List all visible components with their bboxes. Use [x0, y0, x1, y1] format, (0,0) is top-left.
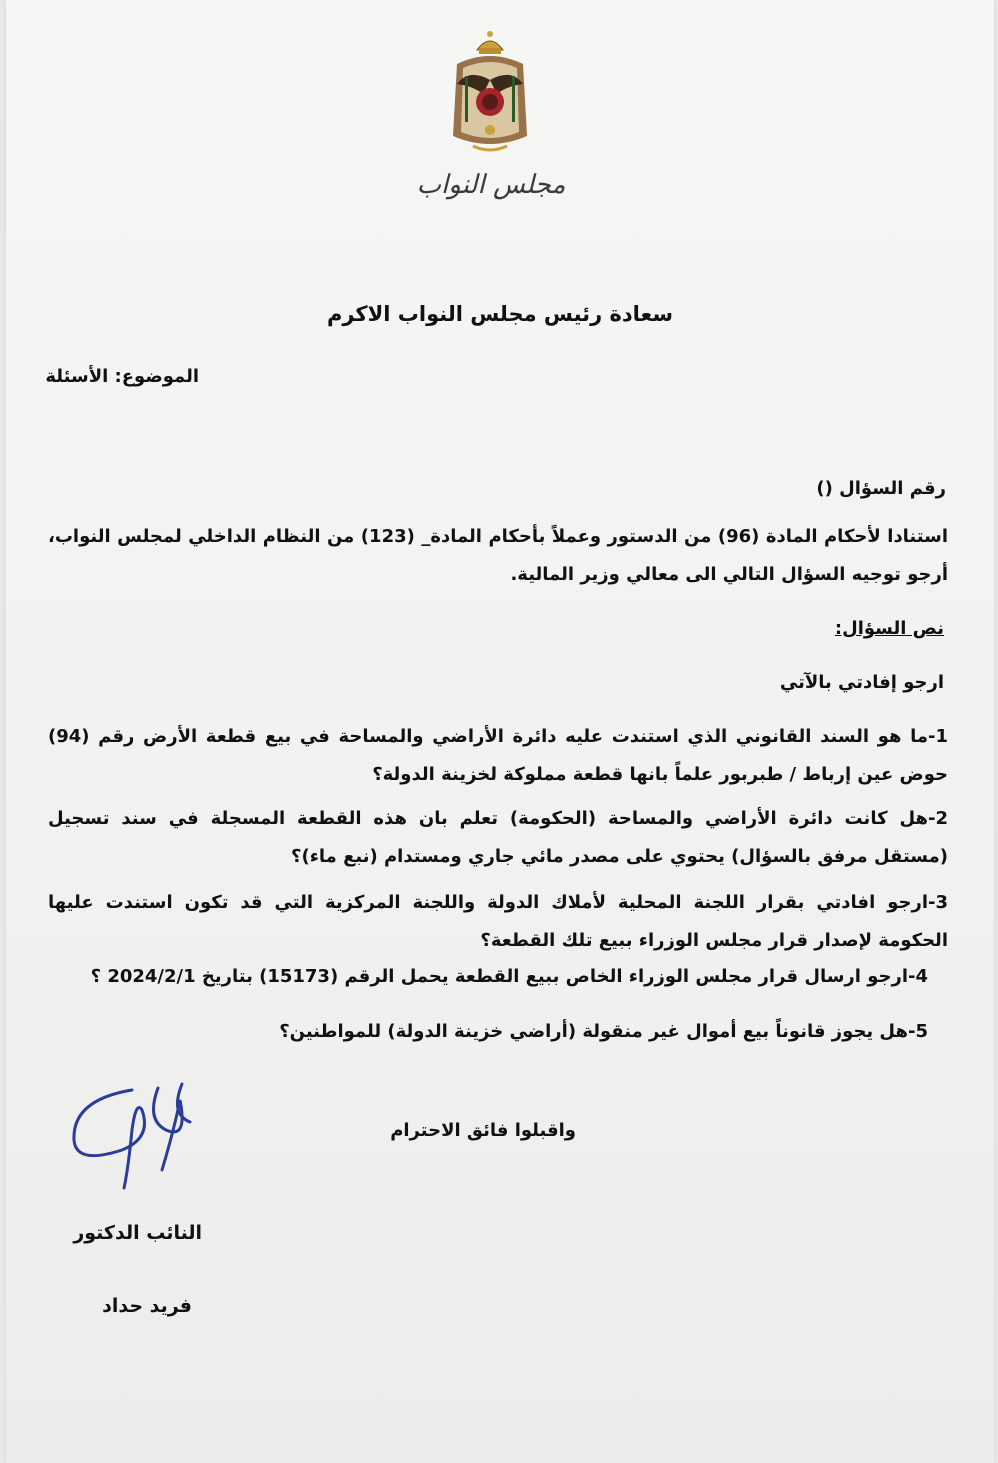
signature-icon: [62, 1070, 212, 1200]
closing-salutation: واقبلوا فائق الاحترام: [390, 1120, 576, 1141]
coat-of-arms-emblem: [443, 28, 537, 158]
signatory-title: النائب الدكتور: [73, 1222, 202, 1244]
question-item-5: 5-هل يجوز قانوناً بيع أموال غير منقولة (أراضي خزينة الدولة) للمواطنين؟: [279, 1021, 928, 1042]
recipient-line: سعادة رئيس مجلس النواب الاكرم: [326, 302, 674, 326]
handwritten-signature: [62, 1070, 212, 1200]
question-number: رقم السؤال (): [816, 478, 946, 499]
intro-paragraph: استنادا لأحكام المادة (96) من الدستور وعملاً بأحكام المادة_ (123) من النظام الداخلي لمجلس النواب، أرجو توجيه السؤال التالي الى معالي وزير المالية.: [48, 526, 948, 585]
coat-of-arms-icon: [443, 28, 537, 158]
house-of-representatives-logotype: مجلس النواب: [416, 170, 566, 200]
question-text-label: نص السؤال:: [834, 618, 944, 639]
question-item-2: 2-هل كانت دائرة الأراضي والمساحة (الحكومة) تعلم بان هذه القطعة المسجلة في سند تسجيل (مستقل مرفق بالسؤال) يحتوي على مصدر مائي جاري ومستدام (نبع ماء)؟: [48, 808, 948, 867]
subject-line: الموضوع: الأسئلة: [45, 366, 199, 387]
question-item-4: 4-ارجو ارسال قرار مجلس الوزراء الخاص ببيع القطعة يحمل الرقم (15173) بتاريخ 2024/2/1 ؟: [90, 966, 928, 987]
question-item-3: 3-ارجو افادتي بقرار اللجنة المحلية لأملاك الدولة واللجنة المركزية التي قد تكون استندت عليها الحكومة لإصدار قرار مجلس الوزراء ببيع تلك القطعة؟: [48, 892, 948, 951]
signatory-name: فريد حداد: [102, 1295, 192, 1317]
request-line: ارجو إفادتي بالآتي: [779, 672, 944, 693]
question-item-1: 1-ما هو السند القانوني الذي استندت عليه دائرة الأراضي والمساحة في بيع قطعة الأرض رقم (94) حوض عين إرباط / طبربور علماً بانها قطعة مملوكة لخزينة الدولة؟: [48, 726, 948, 785]
letter-page: [6, 0, 994, 1463]
